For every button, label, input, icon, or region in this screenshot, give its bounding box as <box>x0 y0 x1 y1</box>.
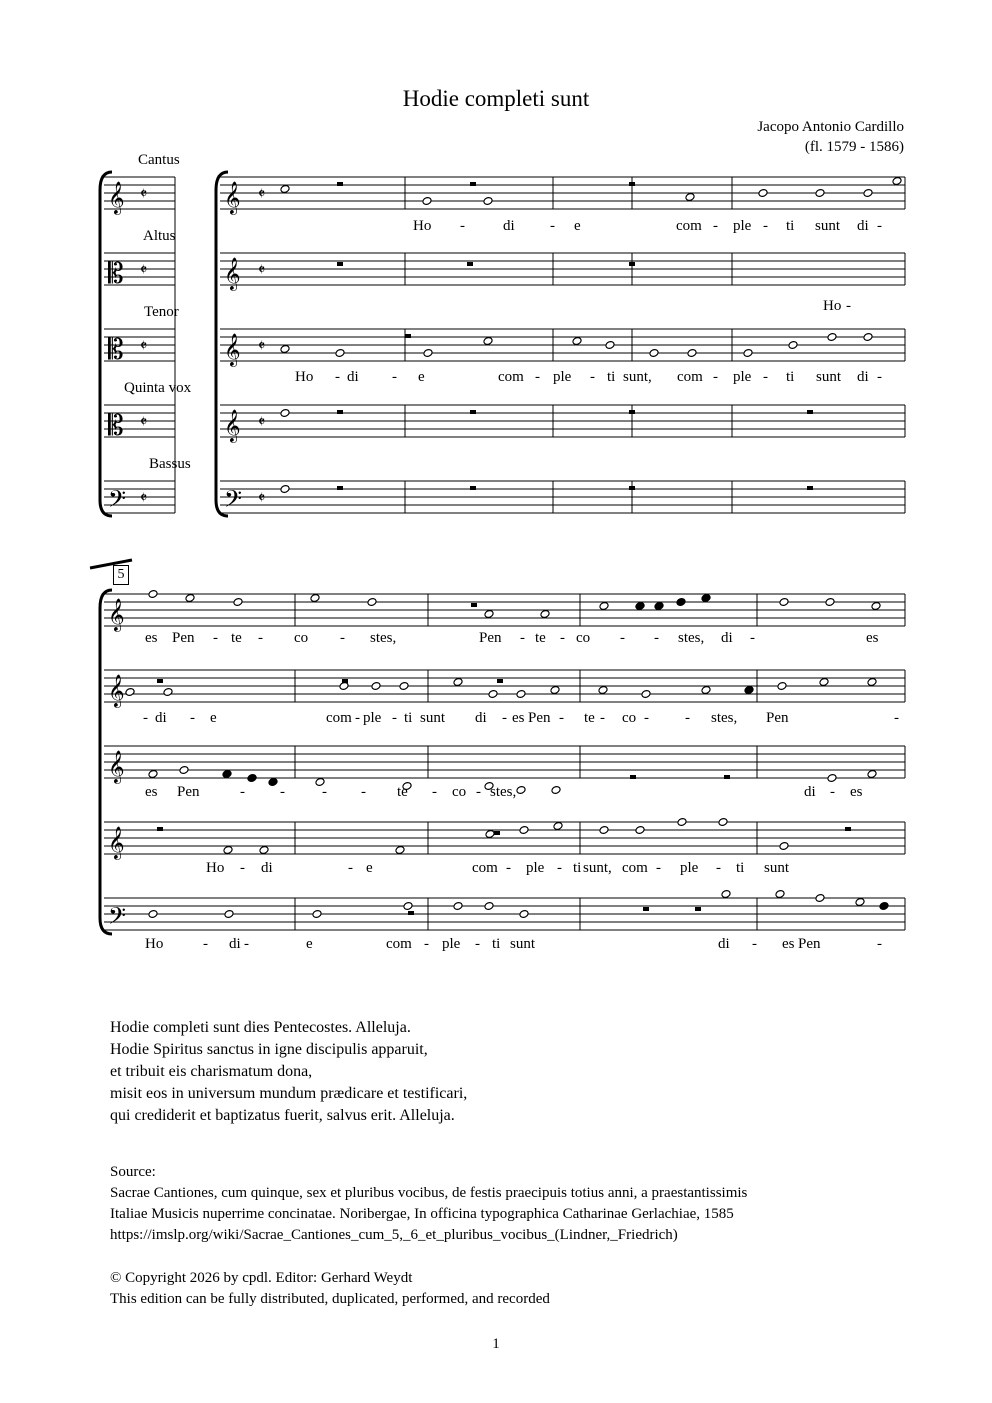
note-head <box>758 189 768 198</box>
lyric-syllable: - <box>685 710 690 726</box>
note-head <box>516 786 526 795</box>
lyric-syllable: - <box>877 369 882 385</box>
lyric-syllable: ti <box>404 710 413 726</box>
note-head <box>827 774 837 783</box>
note-head <box>403 902 413 911</box>
lyric-syllable: - <box>340 630 345 646</box>
time-signature-icon: 𝄵 <box>258 260 266 279</box>
page-number: 1 <box>492 1336 500 1352</box>
clef-icon: 𝄢 <box>224 485 243 518</box>
lyric-syllable: - <box>559 710 564 726</box>
copyright-line: © Copyright 2026 by cpdl. Editor: Gerhard Weydt <box>110 1270 413 1286</box>
source-line: Sacrae Cantiones, cum quinque, sex et pluribus vocibus, de festis praecipuis totius anni, a praestantissimis <box>110 1185 748 1201</box>
note-head <box>819 678 829 687</box>
lyric-syllable: - <box>550 218 555 234</box>
lyric-syllable: ti <box>786 218 795 234</box>
note-head <box>488 690 498 699</box>
lyric-syllable: - <box>280 784 285 800</box>
lyric-syllable: sunt, <box>623 369 652 385</box>
lyric-syllable: - <box>475 936 480 952</box>
clef-icon: 𝄞 <box>108 598 125 631</box>
clef-icon: 𝄞 <box>108 181 125 214</box>
lyric-syllable: - <box>830 784 835 800</box>
clef-icon: 𝄡 <box>108 409 124 442</box>
lyric-syllable: di <box>718 936 730 952</box>
lyric-syllable: di <box>261 860 273 876</box>
lyric-syllable: Pen <box>177 784 200 800</box>
lyric-syllable: Ho <box>823 298 842 314</box>
note-head <box>743 349 753 358</box>
lyric-syllable: - <box>392 369 397 385</box>
lyric-syllable: - <box>877 218 882 234</box>
rest-icon <box>643 907 649 911</box>
clef-icon: 𝄢 <box>108 485 127 518</box>
rest-icon <box>157 679 163 683</box>
lyric-syllable: stes, <box>490 784 517 800</box>
note-head <box>519 826 529 835</box>
composer-name: Jacopo Antonio Cardillo <box>757 119 904 135</box>
lyric-syllable: com <box>472 860 498 876</box>
lyric-syllable: di <box>475 710 487 726</box>
note-head <box>815 189 825 198</box>
lyric-syllable: - <box>590 369 595 385</box>
rest-icon <box>337 262 343 266</box>
note-head <box>863 333 873 342</box>
note-head <box>605 341 615 350</box>
lyric-syllable: - <box>506 860 511 876</box>
note-head <box>863 189 873 198</box>
note-head <box>879 902 889 911</box>
note-head <box>701 594 711 603</box>
lyric-syllable: Pen <box>528 710 551 726</box>
voice-name-bassus: Bassus <box>149 456 191 472</box>
lyric-syllable: di <box>229 936 241 952</box>
rest-icon <box>470 182 476 186</box>
note-head <box>519 910 529 919</box>
note-head <box>395 846 405 855</box>
rest-icon <box>157 827 163 831</box>
lyric-syllable: es <box>512 710 525 726</box>
source-label: Source: <box>110 1164 156 1180</box>
lyric-syllable: - <box>240 784 245 800</box>
note-head <box>148 770 158 779</box>
lyric-syllable: - <box>654 630 659 646</box>
clef-icon: 𝄞 <box>224 257 241 290</box>
lyric-syllable: sunt <box>764 860 790 876</box>
note-head <box>222 770 232 779</box>
lyric-syllable: di <box>503 218 515 234</box>
note-head <box>485 830 495 839</box>
lyric-syllable: - <box>620 630 625 646</box>
lyric-syllable: e <box>306 936 313 952</box>
rest-icon <box>405 334 411 338</box>
time-signature-icon: 𝄵 <box>140 260 148 279</box>
note-head <box>179 766 189 775</box>
rest-icon <box>337 182 343 186</box>
lyric-syllable: Ho <box>206 860 225 876</box>
lyric-syllable: - <box>560 630 565 646</box>
lyric-syllable: - <box>535 369 540 385</box>
lyric-syllable: ti <box>607 369 616 385</box>
note-head <box>224 910 234 919</box>
lyric-syllable: - <box>713 218 718 234</box>
lyric-syllable: ple <box>553 369 572 385</box>
lyric-syllable: - <box>752 936 757 952</box>
lyric-syllable: - <box>763 369 768 385</box>
note-head <box>453 678 463 687</box>
lyric-syllable: Pen <box>798 936 821 952</box>
note-head <box>483 197 493 206</box>
note-head <box>867 770 877 779</box>
lyric-syllable: - <box>432 784 437 800</box>
voice-name-altus: Altus <box>143 228 176 244</box>
note-head <box>259 846 269 855</box>
time-signature-icon: 𝄵 <box>140 488 148 507</box>
lyric-syllable: Pen <box>766 710 789 726</box>
note-head <box>268 778 278 787</box>
time-signature-icon: 𝄵 <box>258 336 266 355</box>
lyric-syllable: Pen <box>172 630 195 646</box>
clef-icon: 𝄞 <box>224 333 241 366</box>
lyric-syllable: - <box>244 936 249 952</box>
lyric-syllable: - <box>502 710 507 726</box>
rest-icon <box>629 182 635 186</box>
rest-icon <box>470 486 476 490</box>
lyric-syllable: Pen <box>479 630 502 646</box>
rest-icon <box>629 486 635 490</box>
lyric-syllable: ple <box>733 218 752 234</box>
note-head <box>247 774 257 783</box>
license-line: This edition can be fully distributed, duplicated, performed, and recorded <box>110 1291 550 1307</box>
note-head <box>635 602 645 611</box>
lyric-syllable: - <box>476 784 481 800</box>
lyric-syllable: co <box>452 784 467 800</box>
lyric-syllable: sunt <box>420 710 446 726</box>
rest-icon <box>695 907 701 911</box>
note-head <box>484 610 494 619</box>
lyric-syllable: - <box>424 936 429 952</box>
text-line: qui crediderit et baptizatus fuerit, salvus erit. Alleluja. <box>110 1107 455 1124</box>
note-head <box>371 682 381 691</box>
text-line: misit eos in universum mundum prædicare et testificari, <box>110 1085 468 1102</box>
lyric-syllable: e <box>574 218 581 234</box>
note-head <box>551 786 561 795</box>
lyric-syllable: - <box>355 710 360 726</box>
lyric-syllable: - <box>763 218 768 234</box>
lyric-syllable: - <box>190 710 195 726</box>
score-system-2 <box>90 560 905 935</box>
lyric-syllable: ti <box>736 860 745 876</box>
time-signature-icon: 𝄵 <box>258 412 266 431</box>
note-head <box>825 598 835 607</box>
lyric-syllable: di <box>155 710 167 726</box>
lyric-syllable: - <box>750 630 755 646</box>
lyric-syllable: es <box>866 630 879 646</box>
note-head <box>775 890 785 899</box>
clef-icon: 𝄢 <box>108 902 127 935</box>
lyric-syllable: es <box>782 936 795 952</box>
note-head <box>855 898 865 907</box>
note-head <box>280 409 290 418</box>
time-signature-icon: 𝄵 <box>258 488 266 507</box>
rest-icon <box>807 486 813 490</box>
note-head <box>779 842 789 851</box>
note-head <box>701 686 711 695</box>
rest-icon <box>629 410 635 414</box>
note-head <box>641 690 651 699</box>
clef-icon: 𝄞 <box>108 826 125 859</box>
lyric-syllable: - <box>335 369 340 385</box>
note-head <box>779 598 789 607</box>
note-head <box>598 686 608 695</box>
note-head <box>484 902 494 911</box>
note-head <box>635 826 645 835</box>
rest-icon <box>724 775 730 779</box>
rest-icon <box>467 262 473 266</box>
lyric-syllable: Ho <box>295 369 314 385</box>
lyric-syllable: - <box>600 710 605 726</box>
copyright-block <box>110 1268 550 1310</box>
rest-icon <box>470 410 476 414</box>
time-signature-icon: 𝄵 <box>140 184 148 203</box>
note-head <box>553 822 563 831</box>
lyric-syllable: sunt <box>510 936 536 952</box>
note-head <box>687 349 697 358</box>
note-head <box>892 177 902 186</box>
rest-icon <box>497 679 503 683</box>
rest-icon <box>337 486 343 490</box>
lyric-syllable: - <box>392 710 397 726</box>
voice-name-quinta-vox: Quinta vox <box>124 380 192 396</box>
lyric-syllable: di <box>721 630 733 646</box>
lyric-syllable: di <box>347 369 359 385</box>
note-head <box>280 485 290 494</box>
rest-icon <box>471 603 477 607</box>
time-signature-icon: 𝄵 <box>140 336 148 355</box>
note-head <box>654 602 664 611</box>
lyric-syllable: ple <box>680 860 699 876</box>
note-head <box>815 894 825 903</box>
lyric-syllable: es <box>850 784 863 800</box>
note-head <box>572 337 582 346</box>
note-head <box>233 598 243 607</box>
lyric-syllable: com <box>677 369 703 385</box>
lyric-syllable: es <box>145 630 158 646</box>
note-head <box>367 598 377 607</box>
lyric-syllable: ple <box>363 710 382 726</box>
lyric-syllable: sunt <box>816 369 842 385</box>
note-head <box>280 185 290 194</box>
voice-name-cantus: Cantus <box>138 152 180 168</box>
lyric-syllable: te <box>584 710 595 726</box>
clef-icon: 𝄞 <box>224 181 241 214</box>
source-block <box>110 1162 747 1246</box>
source-link[interactable]: https://imslp.org/wiki/Sacrae_Cantiones_cum_5,_6_et_pluribus_vocibus_(Lindner,_Friedrich) <box>110 1227 678 1243</box>
lyric-syllable: com <box>386 936 412 952</box>
lyric-syllable: di <box>857 369 869 385</box>
lyric-syllable: - <box>877 936 882 952</box>
lyric-syllable: sunt <box>815 218 841 234</box>
lyric-syllable: - <box>143 710 148 726</box>
note-head <box>871 602 881 611</box>
note-head <box>312 910 322 919</box>
note-head <box>718 818 728 827</box>
lyric-syllable: ti <box>492 936 501 952</box>
lyric-syllable: - <box>846 298 851 314</box>
rest-icon <box>494 831 500 835</box>
clef-icon: 𝄞 <box>108 750 125 783</box>
rest-icon <box>342 679 348 683</box>
lyric-syllable: te <box>231 630 242 646</box>
note-head <box>649 349 659 358</box>
rest-icon <box>845 827 851 831</box>
lyric-syllable: e <box>210 710 217 726</box>
clef-icon: 𝄞 <box>224 409 241 442</box>
lyric-syllable: co <box>576 630 591 646</box>
lyric-syllable: Ho <box>145 936 164 952</box>
lyric-syllable: stes, <box>678 630 705 646</box>
lyric-syllable: - <box>894 710 899 726</box>
lyric-syllable: - <box>716 860 721 876</box>
note-head <box>310 594 320 603</box>
lyric-syllable: - <box>520 630 525 646</box>
lyric-syllable: - <box>348 860 353 876</box>
lyric-syllable: - <box>361 784 366 800</box>
note-head <box>744 686 754 695</box>
text-line: Hodie completi sunt dies Pentecostes. Alleluja. <box>110 1019 411 1036</box>
lyric-syllable: com <box>498 369 524 385</box>
lyric-syllable: e <box>366 860 373 876</box>
note-head <box>163 688 173 697</box>
note-head <box>788 341 798 350</box>
note-head <box>280 345 290 354</box>
time-signature-icon: 𝄵 <box>140 412 148 431</box>
lyric-syllable: - <box>557 860 562 876</box>
rest-icon <box>337 410 343 414</box>
note-head <box>721 890 731 899</box>
lyric-syllable: co <box>294 630 309 646</box>
composer-dates: (fl. 1579 - 1586) <box>804 139 904 155</box>
lyric-syllable: - <box>213 630 218 646</box>
voice-name-tenor: Tenor <box>144 304 179 320</box>
note-head <box>867 678 877 687</box>
note-head <box>483 337 493 346</box>
lyric-syllable: com <box>622 860 648 876</box>
note-head <box>423 349 433 358</box>
lyric-syllable: stes, <box>711 710 738 726</box>
note-head <box>827 333 837 342</box>
lyric-syllable: - <box>644 710 649 726</box>
lyric-syllable: com <box>326 710 352 726</box>
rest-icon <box>807 410 813 414</box>
lyric-syllable: di <box>804 784 816 800</box>
note-head <box>422 197 432 206</box>
lyric-syllable: e <box>418 369 425 385</box>
text-line: et tribuit eis charismatum dona, <box>110 1063 313 1080</box>
lyric-syllable: te <box>535 630 546 646</box>
note-head <box>399 682 409 691</box>
rest-icon <box>630 775 636 779</box>
lyric-syllable: ti <box>786 369 795 385</box>
note-head <box>777 682 787 691</box>
text-line: Hodie Spiritus sanctus in igne discipulis apparuit, <box>110 1041 428 1058</box>
rest-icon <box>408 911 414 915</box>
note-head <box>599 826 609 835</box>
lyric-syllable: Ho <box>413 218 432 234</box>
note-head <box>125 688 135 697</box>
note-head <box>453 902 463 911</box>
note-head <box>335 349 345 358</box>
lyric-syllable: sunt, <box>583 860 612 876</box>
lyric-syllable: te <box>397 784 408 800</box>
lyric-syllable: - <box>460 218 465 234</box>
lyric-syllable: com <box>676 218 702 234</box>
lyric-syllable: co <box>622 710 637 726</box>
piece-title: Hodie completi sunt <box>402 86 590 111</box>
note-head <box>599 602 609 611</box>
clef-icon: 𝄞 <box>108 674 125 707</box>
note-head <box>148 590 158 599</box>
lyric-syllable: - <box>203 936 208 952</box>
measure-number: 5 <box>113 565 129 585</box>
lyric-text-block <box>110 1017 467 1127</box>
lyric-syllable: ti <box>573 860 582 876</box>
lyric-syllable: di <box>857 218 869 234</box>
note-head <box>676 598 686 607</box>
clef-icon: 𝄡 <box>108 333 124 366</box>
clef-icon: 𝄡 <box>108 257 124 290</box>
note-head <box>148 910 158 919</box>
note-head <box>516 690 526 699</box>
lyric-syllable: - <box>322 784 327 800</box>
lyric-syllable: stes, <box>370 630 397 646</box>
note-head <box>185 594 195 603</box>
lyric-syllable: ple <box>442 936 461 952</box>
lyric-syllable: - <box>258 630 263 646</box>
source-line: Italiae Musicis nuperrime concinatae. Noribergae, In officina typographica Catharinae Gerlachiae, 1585 <box>110 1206 734 1222</box>
lyric-syllable: ple <box>733 369 752 385</box>
note-head <box>685 193 695 202</box>
note-head <box>550 686 560 695</box>
rest-icon <box>629 262 635 266</box>
time-signature-icon: 𝄵 <box>258 184 266 203</box>
note-head <box>540 610 550 619</box>
lyric-syllable: - <box>656 860 661 876</box>
lyric-syllable: ple <box>526 860 545 876</box>
note-head <box>677 818 687 827</box>
lyric-syllable: - <box>240 860 245 876</box>
lyric-syllable: es <box>145 784 158 800</box>
note-head <box>223 846 233 855</box>
lyric-syllable: - <box>713 369 718 385</box>
